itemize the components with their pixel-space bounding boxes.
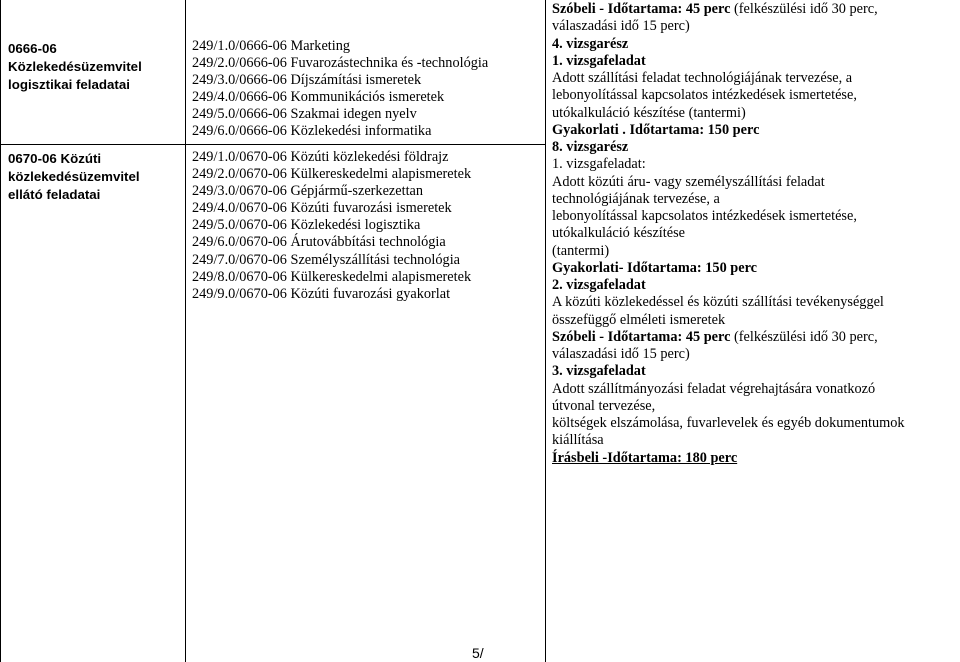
subject-list-0670 bbox=[192, 149, 532, 303]
exam-task-text: lebonyolítással kapcsolatos intézkedések ismertetése, bbox=[552, 208, 857, 224]
subject-item: 249/6.0/0670-06 Árutovábbítási technológia bbox=[192, 234, 446, 251]
subject-item: 249/8.0/0670-06 Külkereskedelmi alapismeretek bbox=[192, 268, 472, 285]
subject-item: 249/5.0/0666-06 Szakmai idegen nyelv bbox=[192, 106, 417, 123]
written-exam-label: Írásbeli -Időtartama: 180 perc bbox=[552, 449, 738, 466]
exam-task-text: technológiájának tervezése, a bbox=[552, 190, 720, 207]
oral-exam-detail-cont: válaszadási idő 15 perc) bbox=[552, 18, 690, 35]
subject-item: 249/3.0/0670-06 Gépjármű-szerkezettan bbox=[192, 183, 424, 200]
subject-item: 249/1.0/0670-06 Közúti közlekedési földrajz bbox=[192, 149, 449, 165]
exam-task-heading: 3. vizsgafeladat bbox=[552, 363, 646, 380]
module-title-0666: 0666-06 Közlekedésüzemvitel logisztikai feladatai bbox=[8, 41, 142, 92]
subject-item: 249/5.0/0670-06 Közlekedési logisztika bbox=[192, 217, 421, 234]
subject-item: 249/1.0/0666-06 Marketing bbox=[192, 38, 351, 54]
practical-exam-label: Gyakorlati- Időtartama: 150 perc bbox=[552, 259, 758, 276]
exam-task-text: utókalkuláció készítése bbox=[552, 225, 685, 242]
exam-task-text: (tantermi) bbox=[552, 242, 610, 259]
subject-list-0666 bbox=[192, 38, 532, 141]
exam-task-heading: 2. vizsgafeladat bbox=[552, 277, 646, 293]
exam-part-heading: 4. vizsgarész bbox=[552, 35, 629, 52]
exam-task-text: utókalkuláció készítése (tantermi) bbox=[552, 104, 746, 121]
exam-task-text: Adott szállítmányozási feladat végrehajtására vonatkozó bbox=[552, 380, 876, 397]
exam-task-text: kiállítása bbox=[552, 432, 604, 449]
oral-exam-label: Szóbeli - Időtartama: 45 perc bbox=[552, 328, 731, 345]
subject-item: 249/2.0/0666-06 Fuvarozástechnika és -technológia bbox=[192, 55, 489, 72]
subject-item: 249/6.0/0666-06 Közlekedési informatika bbox=[192, 123, 432, 140]
exam-description bbox=[552, 1, 957, 467]
practical-exam-label: Gyakorlati . Időtartama: 150 perc bbox=[552, 121, 760, 138]
exam-task-text: A közúti közlekedéssel és közúti szállítási tevékenységgel bbox=[552, 294, 884, 311]
exam-task-text: útvonal tervezése, bbox=[552, 397, 656, 414]
module-title-0670: 0670-06 Közúti közlekedésüzemvitel ellátó feladatai bbox=[8, 151, 140, 202]
exam-task-heading: 1. vizsgafeladat: bbox=[552, 156, 646, 173]
subject-item: 249/4.0/0670-06 Közúti fuvarozási ismeretek bbox=[192, 200, 452, 217]
exam-part-heading: 8. vizsgarész bbox=[552, 139, 629, 155]
exam-task-text: lebonyolítással kapcsolatos intézkedések ismertetése, bbox=[552, 87, 857, 104]
row-divider bbox=[0, 144, 545, 145]
oral-exam-detail-cont: válaszadási idő 15 perc) bbox=[552, 346, 690, 362]
oral-exam-detail: (felkészülési idő 30 perc, bbox=[730, 1, 878, 17]
page-number: 5/ bbox=[472, 645, 484, 661]
oral-exam-line bbox=[552, 1, 957, 18]
oral-exam-label: Szóbeli - Időtartama: 45 perc bbox=[552, 1, 731, 17]
subject-item: 249/7.0/0670-06 Személyszállítási technológia bbox=[192, 251, 461, 268]
exam-task-text: Adott közúti áru- vagy személyszállítási feladat bbox=[552, 173, 825, 190]
exam-task-text: összefüggő elméleti ismeretek bbox=[552, 311, 726, 328]
subject-item: 249/9.0/0670-06 Közúti fuvarozási gyakorlat bbox=[192, 285, 451, 302]
oral-exam-detail: (felkészülési idő 30 perc, bbox=[730, 328, 878, 345]
exam-task-text: Adott szállítási feladat technológiájának tervezése, a bbox=[552, 70, 853, 86]
exam-task-heading: 1. vizsgafeladat bbox=[552, 52, 646, 69]
subject-item: 249/3.0/0666-06 Díjszámítási ismeretek bbox=[192, 72, 422, 89]
subject-item: 249/2.0/0670-06 Külkereskedelmi alapismeretek bbox=[192, 166, 472, 183]
subject-item: 249/4.0/0666-06 Kommunikációs ismeretek bbox=[192, 89, 445, 106]
column-divider-1 bbox=[185, 0, 186, 662]
exam-task-text: költségek elszámolása, fuvarlevelek és egyéb dokumentumok bbox=[552, 415, 905, 431]
oral-exam-line bbox=[552, 329, 957, 346]
table-border-left bbox=[0, 0, 1, 662]
column-divider-2 bbox=[545, 0, 546, 662]
